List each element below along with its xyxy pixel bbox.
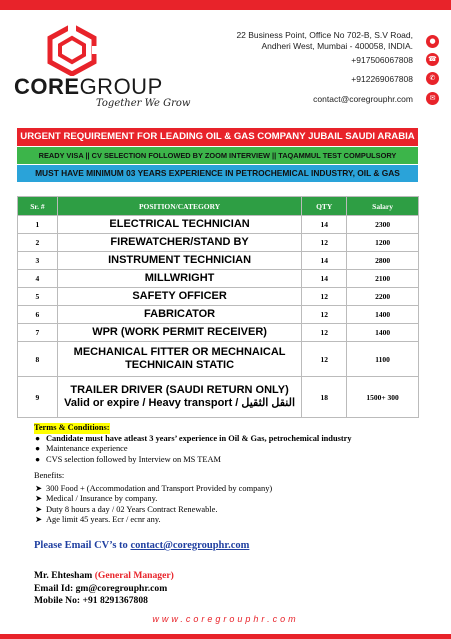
list-item	[35, 494, 434, 505]
cell-position: ELECTRICAL TECHNICIAN	[57, 216, 301, 234]
contact-mobile: Mobile No: +91 8291367808	[34, 595, 148, 606]
contact-role: (General Manager)	[94, 570, 174, 581]
table-row	[18, 288, 419, 306]
cell-salary: 2100	[347, 270, 419, 288]
cell-sr: 6	[18, 306, 58, 324]
cell-sr: 7	[18, 324, 58, 342]
cell-qty: 12	[302, 324, 347, 342]
contact-block	[34, 570, 174, 608]
cell-salary: 1500+ 300	[347, 377, 419, 418]
list-item	[35, 504, 434, 516]
arrow-bullet-icon: ➤	[35, 483, 43, 493]
contact-name-line	[34, 570, 174, 583]
terms-list	[34, 434, 434, 466]
cell-qty: 14	[302, 270, 347, 288]
cell-salary: 2200	[347, 288, 419, 306]
cell-salary: 2300	[347, 216, 419, 234]
cell-qty: 14	[302, 252, 347, 270]
banner-experience: MUST HAVE MINIMUM 03 YEARS EXPERIENCE IN PETROCHEMICAL INDUSTRY, OIL & GAS	[17, 165, 418, 182]
telephone-icon: ✆	[426, 72, 439, 85]
banner-urgent-requirement: URGENT REQUIREMENT FOR LEADING OIL & GAS COMPANY JUBAIL SAUDI ARABIA	[17, 128, 418, 146]
terms-heading: Terms & Conditions:	[34, 423, 110, 432]
table-header-row	[18, 197, 419, 216]
brand-tagline: Together We Grow	[96, 98, 191, 109]
list-item	[35, 444, 434, 455]
cell-position: FABRICATOR	[57, 306, 301, 324]
brand-name: COREGROUP	[14, 74, 163, 99]
cell-qty: 12	[302, 234, 347, 252]
address-line-1: 22 Business Point, Office No 702-B, S.V Road,	[236, 30, 413, 40]
list-item	[35, 515, 434, 526]
cell-qty: 12	[302, 342, 347, 377]
list-item	[35, 433, 434, 445]
cell-sr: 3	[18, 252, 58, 270]
company-address	[236, 30, 413, 52]
terms-item-text: Candidate must have atleast 3 years’ experience in Oil & Gas, petrochemical industry	[46, 433, 352, 443]
bullet-icon: ●	[35, 444, 41, 454]
apply-instruction	[34, 540, 249, 551]
cell-sr: 4	[18, 270, 58, 288]
phone-icon: ☎	[426, 53, 439, 66]
list-item	[35, 483, 434, 495]
mail-icon: ✉	[426, 92, 439, 105]
header-email: contact@coregrouphr.com	[313, 94, 413, 104]
benefits-section	[34, 471, 434, 526]
footer-website: www.coregrouphr.com	[152, 614, 299, 624]
arrow-bullet-icon: ➤	[35, 494, 43, 504]
table-row	[18, 216, 419, 234]
positions-table	[17, 196, 419, 418]
cell-position: MILLWRIGHT	[57, 270, 301, 288]
address-line-2: Andheri West, Mumbai - 400058, INDIA.	[261, 41, 413, 51]
cell-position: WPR (WORK PERMIT RECEIVER)	[57, 324, 301, 342]
cell-position-line-2: Valid or expire / Heavy transport / النقل الثقيل	[64, 397, 296, 409]
benefits-list	[34, 484, 434, 526]
benefit-item-text: Medical / Insurance by company.	[46, 494, 158, 504]
cell-sr: 1	[18, 216, 58, 234]
cell-qty: 18	[302, 377, 347, 418]
cell-position-line-2: TECHNICAIN STATIC	[125, 359, 235, 371]
cell-position: INSTRUMENT TECHNICIAN	[57, 252, 301, 270]
benefit-item-text: Age limit 45 years. Ecr / ecnr any.	[46, 515, 161, 525]
table-row	[18, 377, 419, 418]
terms-item-text: Maintenance experience	[46, 444, 128, 454]
cell-salary: 1200	[347, 234, 419, 252]
cell-position-line-1: MECHANICAL FITTER OR MECHNAICAL	[73, 346, 286, 358]
cell-sr: 9	[18, 377, 58, 418]
cell-qty: 12	[302, 306, 347, 324]
list-item	[35, 454, 434, 466]
benefit-item-text: 300 Food + (Accommodation and Transport Provided by company)	[46, 483, 273, 493]
location-icon: ●	[426, 35, 439, 48]
table-row	[18, 342, 419, 377]
cell-position: FIREWATCHER/STAND BY	[57, 234, 301, 252]
cell-position: SAFETY OFFICER	[57, 288, 301, 306]
cell-salary: 1400	[347, 306, 419, 324]
phone-number-1: +917506067808	[351, 55, 413, 65]
cell-position	[57, 342, 301, 377]
table-row	[18, 270, 419, 288]
table-row	[18, 324, 419, 342]
cell-salary: 1100	[347, 342, 419, 377]
cell-sr: 5	[18, 288, 58, 306]
phone-number-2: +912269067808	[351, 74, 413, 84]
top-accent-bar	[0, 0, 451, 10]
header-position: POSITION/CATEGORY	[57, 197, 301, 216]
apply-email-link[interactable]: contact@coregrouphr.com	[130, 540, 250, 551]
terms-item-text: CVS selection followed by Interview on MS TEAM	[46, 454, 222, 464]
table-row	[18, 252, 419, 270]
arrow-bullet-icon: ➤	[35, 504, 43, 514]
header-qty: QTY	[302, 197, 347, 216]
table-row	[18, 306, 419, 324]
bullet-icon: ●	[35, 433, 41, 443]
apply-prefix: Please Email CV’s to	[34, 540, 131, 551]
terms-section	[34, 423, 434, 465]
header-sr: Sr. #	[18, 197, 58, 216]
header-salary: Salary	[347, 197, 419, 216]
bottom-accent-bar	[0, 634, 451, 639]
coregroup-logo-icon	[44, 24, 100, 76]
banner-visa-info: READY VISA || CV SELECTION FOLLOWED BY ZOOM INTERVIEW || TAQAMMUL TEST COMPULSORY	[17, 147, 418, 164]
cell-sr: 2	[18, 234, 58, 252]
cell-salary: 2800	[347, 252, 419, 270]
cell-position-line-1: TRAILER DRIVER (SAUDI RETURN ONLY)	[70, 384, 289, 396]
table-row	[18, 234, 419, 252]
bullet-icon: ●	[35, 454, 41, 464]
arrow-bullet-icon: ➤	[35, 515, 43, 525]
benefit-item-text: Duty 8 hours a day / 02 Years Contract Renewable.	[46, 504, 218, 514]
cell-qty: 14	[302, 216, 347, 234]
contact-email: Email Id: gm@coregrouphr.com	[34, 582, 168, 594]
benefits-heading: Benefits:	[34, 471, 65, 480]
contact-name: Mr. Ehtesham	[34, 570, 93, 581]
cell-sr: 8	[18, 342, 58, 377]
cell-position	[57, 377, 301, 418]
cell-salary: 1400	[347, 324, 419, 342]
cell-qty: 12	[302, 288, 347, 306]
